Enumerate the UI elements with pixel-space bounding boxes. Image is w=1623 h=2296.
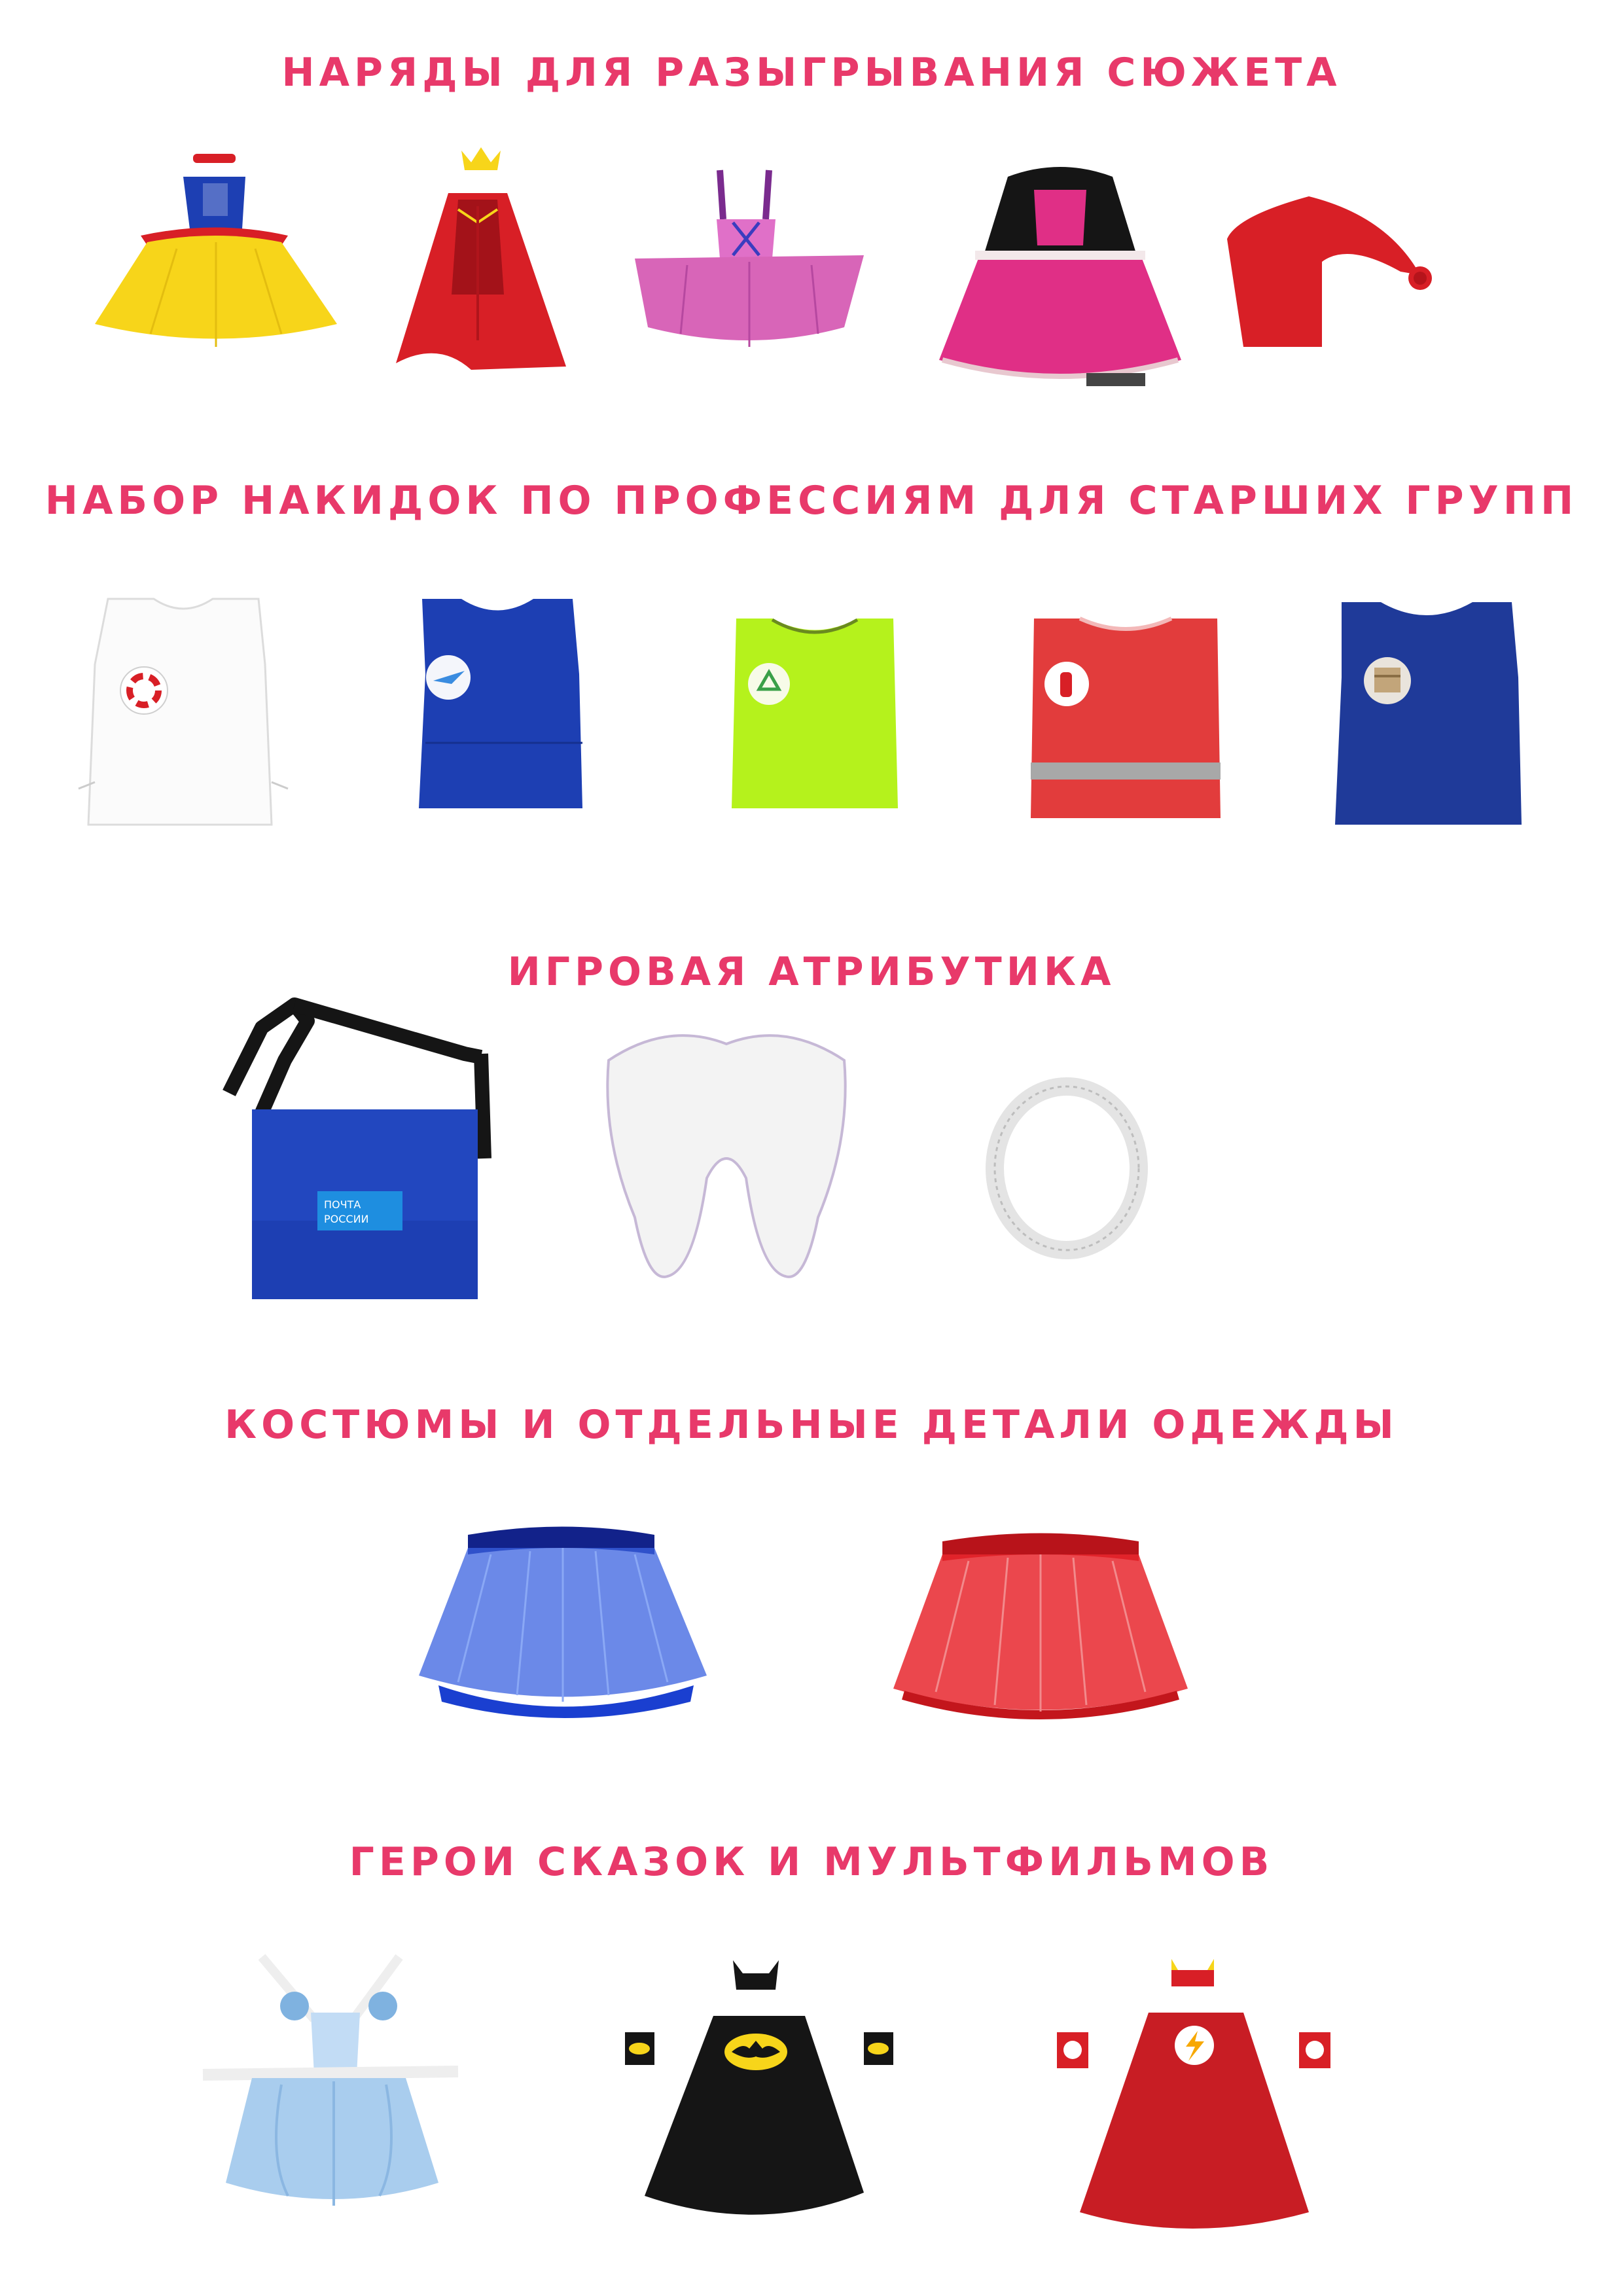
postal-logo-line2: РОССИИ — [324, 1213, 369, 1225]
section-title-role-play-outfits: НАРЯДЫ ДЛЯ РАЗЫГРЫВАНИЯ СЮЖЕТА — [281, 50, 1342, 96]
section-title-fairy-tale-heroes: ГЕРОИ СКАЗОК И МУЛЬТФИЛЬМОВ — [349, 1839, 1274, 1885]
blue-tutu-icon — [393, 1518, 733, 1721]
queen-cape-crown-icon — [386, 144, 569, 380]
firefighter-vest-icon — [1021, 612, 1230, 821]
angel-wings-icon — [589, 1021, 864, 1296]
courier-vest-icon — [1322, 599, 1538, 828]
gnome-hat-icon — [1224, 190, 1440, 347]
postal-bag-icon — [223, 995, 504, 1302]
vampire-dress-icon — [916, 164, 1204, 393]
cinderella-apron-icon — [196, 1947, 465, 2212]
postal-logo-line1: ПОЧТА — [324, 1198, 361, 1211]
pilot-vest-icon — [406, 596, 602, 812]
section-title-game-attributes: ИГРОВАЯ АТРИБУТИКА — [507, 949, 1116, 995]
section-title-profession-capes: НАБОР НАКИДОК ПО ПРОФЕССИЯМ ДЛЯ СТАРШИХ ГРУПП — [45, 478, 1578, 524]
flash-cape-icon — [1047, 1954, 1335, 2242]
section-title-costumes: КОСТЮМЫ И ОТДЕЛЬНЫЕ ДЕТАЛИ ОДЕЖДЫ — [224, 1402, 1399, 1448]
eco-vest-icon — [726, 612, 903, 812]
halo-icon — [978, 1073, 1155, 1263]
batman-cape-icon — [615, 1957, 897, 2235]
red-tutu-icon — [870, 1522, 1211, 1734]
snow-white-apron-icon — [85, 137, 347, 353]
lifeguard-vest-icon — [75, 592, 291, 828]
pink-apron-dress-icon — [609, 157, 890, 353]
